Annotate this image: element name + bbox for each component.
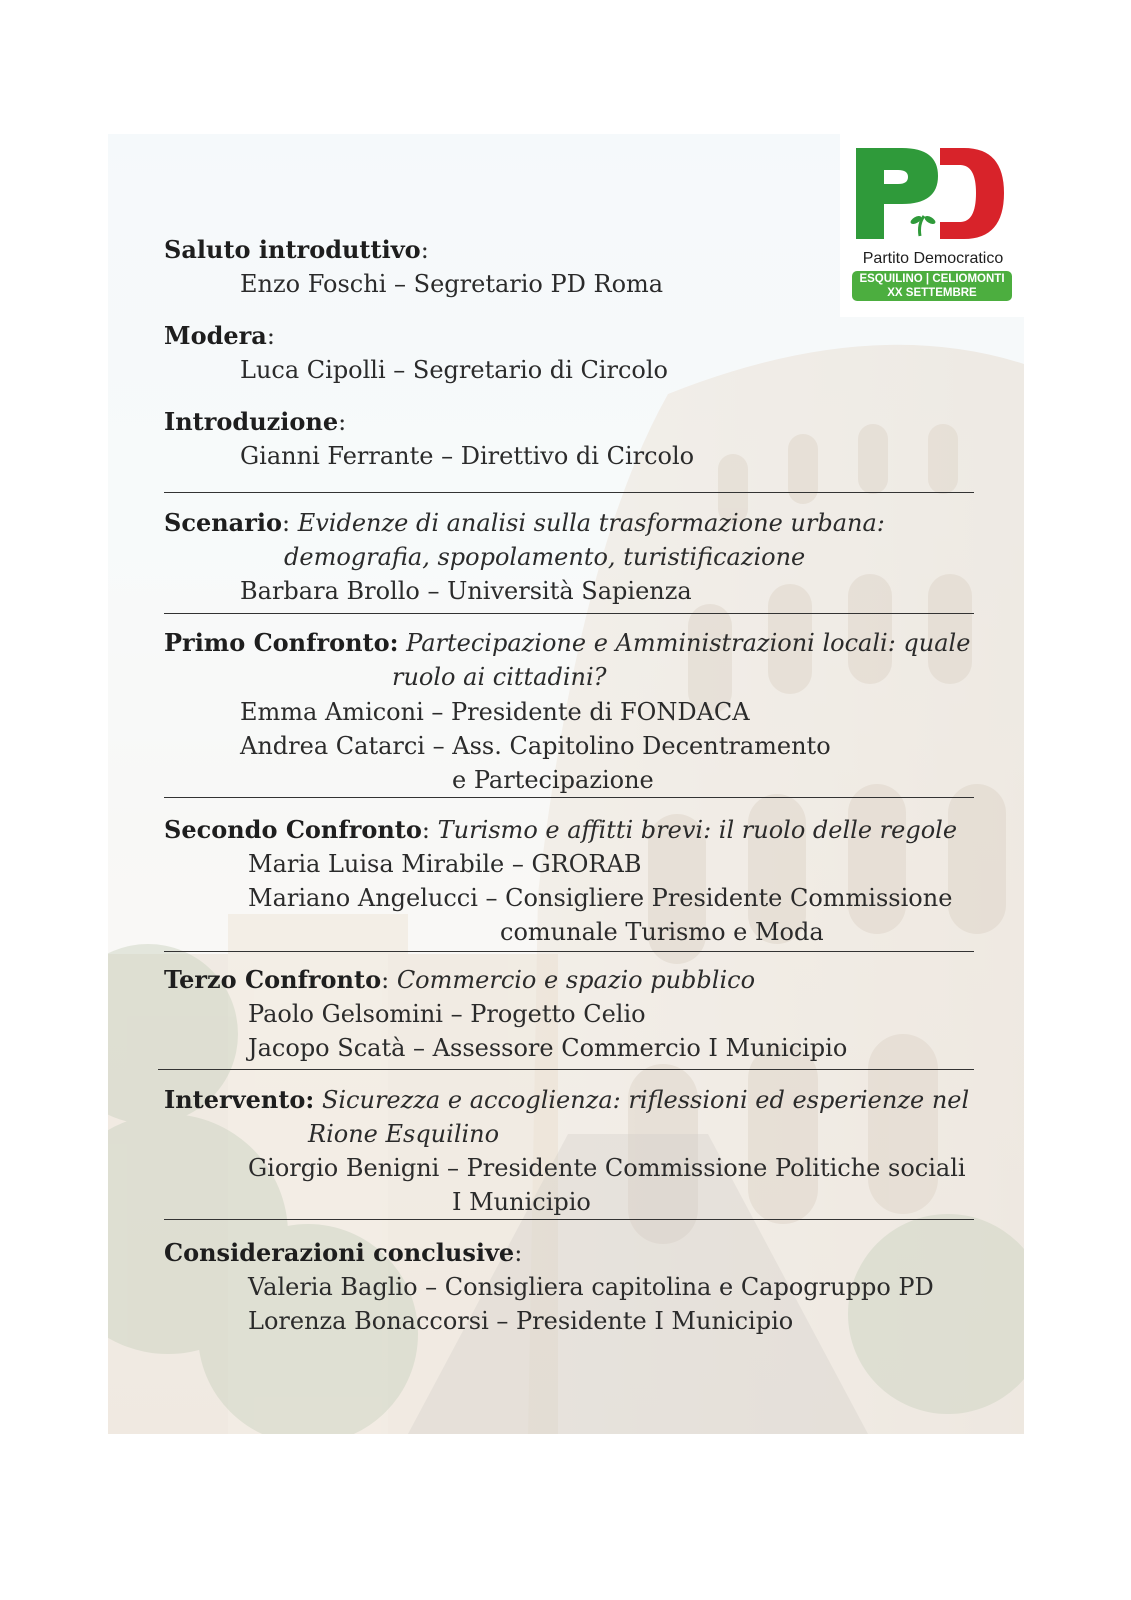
scenario-title-cont: demografia, spopolamento, turistificazione — [284, 543, 806, 571]
separator-line — [164, 797, 974, 798]
speaker-secondo-1: Maria Luisa Mirabile – GRORAB — [248, 850, 642, 878]
separator-line — [164, 492, 974, 493]
speaker-intervento: Giorgio Benigni – Presidente Commissione Politiche sociali — [248, 1154, 966, 1182]
heading-introduzione: Introduzione: — [164, 407, 347, 436]
heading-secondo-confronto: Secondo Confronto: Turismo e affitti brevi: il ruolo delle regole — [164, 815, 958, 844]
pd-letters-mark — [854, 146, 1006, 241]
speaker-scenario: Barbara Brollo – Università Sapienza — [240, 577, 692, 605]
speaker-secondo-2: Mariano Angelucci – Consigliere Presidente Commissione — [248, 884, 953, 912]
heading-scenario: Scenario: Evidenze di analisi sulla trasformazione urbana: — [164, 508, 885, 537]
speaker-intervento-cont: I Municipio — [452, 1188, 591, 1216]
heading-terzo-confronto: Terzo Confronto: Commercio e spazio pubblico — [164, 965, 756, 994]
speaker-secondo-2-cont: comunale Turismo e Moda — [500, 918, 824, 946]
speaker-considerazioni-1: Valeria Baglio – Consigliera capitolina e Capogruppo PD — [248, 1273, 934, 1301]
heading-intervento: Intervento: Sicurezza e accoglienza: riflessioni ed esperienze nel — [164, 1085, 970, 1114]
speaker-terzo-1: Paolo Gelsomini – Progetto Celio — [248, 1000, 646, 1028]
speaker-terzo-2: Jacopo Scatà – Assessore Commercio I Municipio — [248, 1034, 848, 1062]
logo-band-line2: XX SETTEMBRE — [887, 287, 977, 299]
pd-logo — [840, 134, 1024, 317]
speaker-introduzione: Gianni Ferrante – Direttivo di Circolo — [240, 442, 695, 470]
heading-primo-confronto: Primo Confronto: Partecipazione e Amministrazioni locali: quale — [164, 628, 971, 657]
speaker-primo-2-cont: e Partecipazione — [452, 766, 654, 794]
logo-band-line1: ESQUILINO | CELIOMONTI — [859, 273, 1005, 285]
separator-line — [164, 1219, 974, 1220]
logo-location-band — [852, 271, 1012, 301]
speaker-primo-1: Emma Amiconi – Presidente di FONDACA — [240, 698, 750, 726]
heading-saluto: Saluto introduttivo: — [164, 235, 429, 264]
speaker-considerazioni-2: Lorenza Bonaccorsi – Presidente I Municipio — [248, 1307, 794, 1335]
intervento-title-cont: Rione Esquilino — [308, 1120, 500, 1148]
heading-considerazioni: Considerazioni conclusive: — [164, 1238, 523, 1267]
heading-modera: Modera: — [164, 321, 275, 350]
separator-line — [158, 1069, 974, 1070]
speaker-modera: Luca Cipolli – Segretario di Circolo — [240, 356, 668, 384]
speaker-saluto: Enzo Foschi – Segretario PD Roma — [240, 270, 664, 298]
logo-party-name: Partito Democratico — [862, 250, 1004, 267]
speaker-primo-2: Andrea Catarci – Ass. Capitolino Decentramento — [240, 732, 831, 760]
separator-line — [164, 613, 974, 614]
separator-line — [164, 951, 974, 952]
primo-title-cont: ruolo ai cittadini? — [392, 663, 607, 691]
